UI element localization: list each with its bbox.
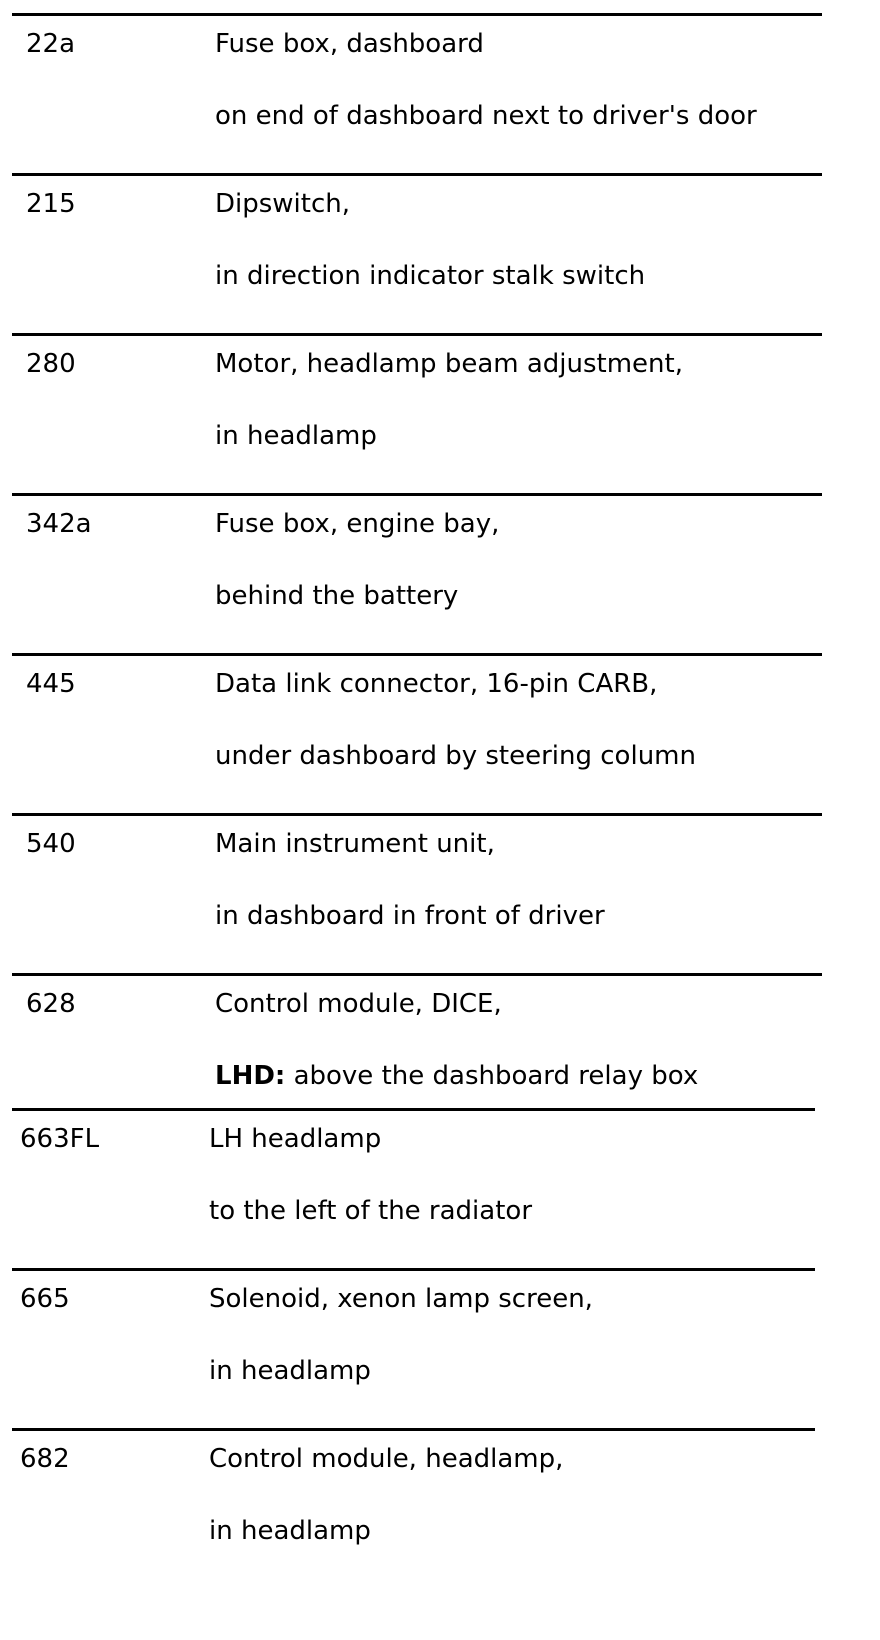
- component-description: Fuse box, dashboard: [215, 29, 484, 59]
- component-description: Motor, headlamp beam adjustment,: [215, 349, 683, 379]
- table-row: [12, 1108, 815, 1268]
- table-row: [12, 813, 822, 973]
- component-code: 280: [26, 349, 76, 379]
- location-text: in headlamp: [209, 1356, 371, 1386]
- location-text: in headlamp: [209, 1516, 371, 1546]
- component-description: Control module, headlamp,: [209, 1444, 564, 1474]
- component-location: [215, 1060, 698, 1092]
- component-code: 22a: [26, 29, 76, 59]
- location-prefix: LHD:: [215, 1061, 286, 1091]
- table-row: [12, 173, 822, 333]
- table-row: [12, 653, 822, 813]
- component-location: [215, 740, 696, 772]
- component-location: [215, 100, 757, 132]
- table-row: [12, 493, 822, 653]
- component-code: 628: [26, 989, 76, 1019]
- component-description: Data link connector, 16-pin CARB,: [215, 669, 658, 699]
- component-description: LH headlamp: [209, 1124, 382, 1154]
- table-row: [12, 1268, 815, 1428]
- component-location: [209, 1515, 371, 1547]
- location-text: above the dashboard relay box: [285, 1061, 699, 1091]
- component-location: [209, 1195, 532, 1227]
- location-text: in dashboard in front of driver: [215, 901, 605, 931]
- component-location: [215, 900, 605, 932]
- component-code: 445: [26, 669, 76, 699]
- component-description: Solenoid, xenon lamp screen,: [209, 1284, 593, 1314]
- component-description: Main instrument unit,: [215, 829, 495, 859]
- location-text: in headlamp: [215, 421, 377, 451]
- component-location: [215, 580, 458, 612]
- table-row: [12, 13, 822, 173]
- table-row: [12, 333, 822, 493]
- location-text: in direction indicator stalk switch: [215, 261, 646, 291]
- component-location: [215, 420, 377, 452]
- component-location: [215, 260, 645, 292]
- location-text: behind the battery: [215, 581, 459, 611]
- component-description: Control module, DICE,: [215, 989, 502, 1019]
- table-row: [12, 1428, 815, 1588]
- component-code: 682: [20, 1444, 70, 1474]
- component-description: Fuse box, engine bay,: [215, 509, 500, 539]
- component-code: 342a: [26, 509, 92, 539]
- location-text: on end of dashboard next to driver's door: [215, 101, 757, 131]
- component-code: 665: [20, 1284, 70, 1314]
- location-text: under dashboard by steering column: [215, 741, 696, 771]
- component-location: [209, 1355, 371, 1387]
- location-text: to the left of the radiator: [209, 1196, 533, 1226]
- component-code: 663FL: [20, 1124, 100, 1154]
- component-code: 215: [26, 189, 76, 219]
- component-code: 540: [26, 829, 76, 859]
- component-description: Dipswitch,: [215, 189, 351, 219]
